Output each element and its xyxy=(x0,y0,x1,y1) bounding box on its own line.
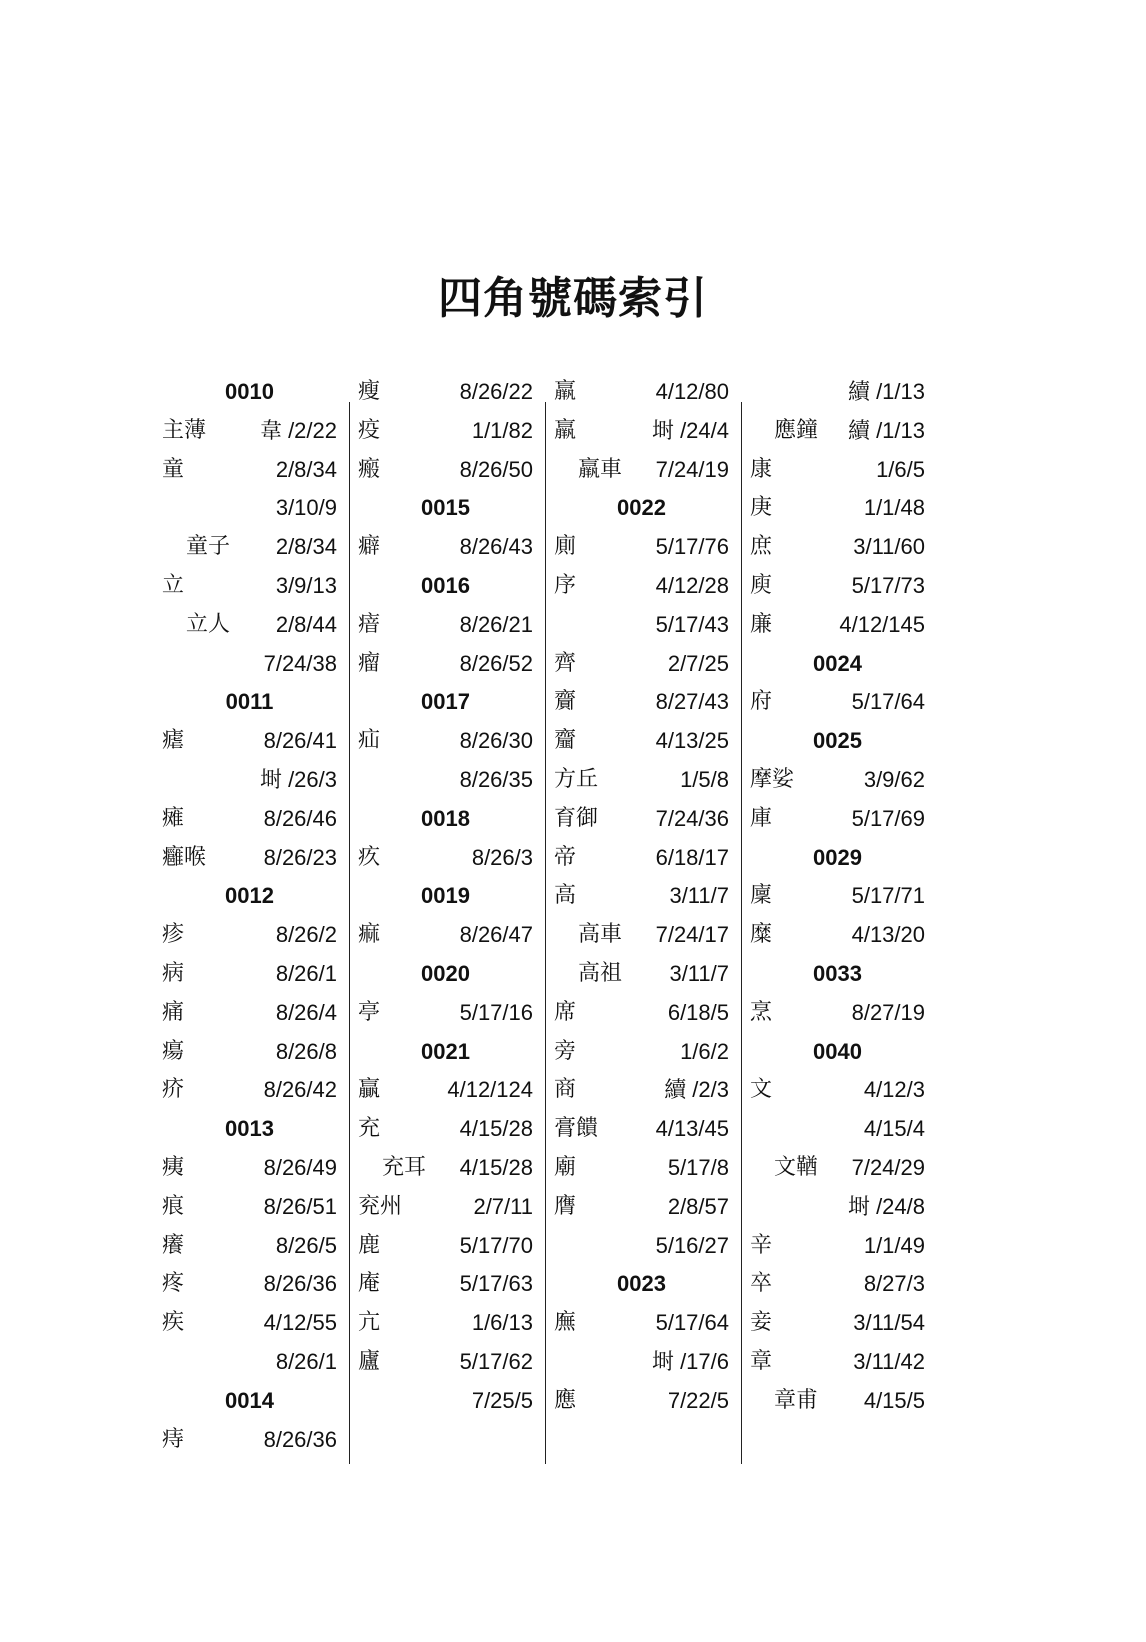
entry-term: 立人 xyxy=(186,611,231,637)
entry-reference: 埘 /17/6 xyxy=(651,1349,729,1374)
entry-term: 烹 xyxy=(750,999,773,1025)
entry-term: 疚 xyxy=(358,844,381,870)
entry-term: 高祖 xyxy=(578,961,623,986)
entry-reference: 1/1/49 xyxy=(863,1232,925,1258)
index-entry xyxy=(358,1345,533,1379)
entry-term: 廟 xyxy=(554,1155,577,1180)
entry-reference: 4/15/4 xyxy=(863,1116,925,1142)
index-entry xyxy=(358,608,533,642)
index-entry xyxy=(750,1073,925,1107)
index-entry xyxy=(554,841,729,875)
index-entry xyxy=(358,763,533,797)
index-entry xyxy=(358,1073,533,1107)
entry-term: 摩娑 xyxy=(750,767,795,792)
entry-reference: 5/17/64 xyxy=(851,689,925,715)
entry-term: 羸 xyxy=(554,417,577,443)
entry-term: 庵 xyxy=(358,1271,381,1297)
index-entry xyxy=(162,763,337,797)
four-corner-code-heading: 0017 xyxy=(421,689,470,715)
entry-term: 亭 xyxy=(358,999,381,1025)
index-entry xyxy=(358,530,533,564)
index-entry xyxy=(162,1306,337,1340)
entry-reference: 7/24/36 xyxy=(655,805,729,831)
four-corner-code-heading: 0018 xyxy=(421,805,470,831)
index-entry xyxy=(358,1267,533,1301)
entry-reference: 5/17/70 xyxy=(459,1232,533,1258)
entry-reference: 8/26/43 xyxy=(459,534,533,560)
entry-term: 高車 xyxy=(578,922,623,948)
index-entry xyxy=(750,763,925,797)
entry-term: 齏 xyxy=(554,728,577,754)
index-entry xyxy=(162,530,337,564)
entry-term: 文鞧 xyxy=(774,1155,819,1180)
entry-reference: 2/7/25 xyxy=(667,650,729,676)
entry-reference: 4/15/5 xyxy=(863,1387,925,1413)
column-divider xyxy=(545,402,546,1464)
entry-reference: 7/25/5 xyxy=(471,1387,533,1413)
entry-reference: 8/26/2 xyxy=(275,922,337,948)
entry-term: 辛 xyxy=(750,1232,773,1258)
entry-term: 庾 xyxy=(750,573,773,598)
index-entry xyxy=(162,1151,337,1185)
entry-reference: 1/1/48 xyxy=(863,495,925,521)
four-corner-code-heading: 0015 xyxy=(421,495,470,521)
entry-term: 瘧 xyxy=(162,728,185,754)
entry-reference: 續 /1/13 xyxy=(847,379,925,404)
column-divider xyxy=(741,402,742,1464)
index-entry xyxy=(162,453,337,487)
index-entry xyxy=(554,414,729,448)
entry-term: 瘤 xyxy=(358,650,381,676)
entry-reference: 續 /1/13 xyxy=(847,417,925,443)
index-entry xyxy=(162,569,337,603)
entry-reference: 8/26/49 xyxy=(263,1155,337,1180)
index-entry xyxy=(554,1306,729,1340)
index-entry xyxy=(162,724,337,758)
entry-reference: 5/17/64 xyxy=(655,1310,729,1336)
index-entry xyxy=(554,763,729,797)
entry-term: 兖州 xyxy=(358,1193,403,1219)
entry-reference: 8/26/30 xyxy=(459,728,533,754)
entry-term: 旁 xyxy=(554,1038,577,1064)
entry-term: 應 xyxy=(554,1387,577,1413)
four-corner-code-heading: 0025 xyxy=(813,728,862,754)
entry-reference: 8/26/41 xyxy=(263,728,337,754)
entry-term: 癖 xyxy=(358,534,381,560)
index-entry xyxy=(554,608,729,642)
entry-term: 文 xyxy=(750,1077,773,1103)
entry-reference: 6/18/5 xyxy=(667,999,729,1025)
index-entry xyxy=(750,1112,925,1146)
index-entry xyxy=(554,1035,729,1069)
four-corner-code-heading: 0033 xyxy=(813,961,862,986)
entry-term: 瘖 xyxy=(358,611,381,637)
four-corner-code-heading: 0010 xyxy=(225,379,274,404)
index-entry xyxy=(554,1190,729,1224)
entry-reference: 4/12/28 xyxy=(655,573,729,598)
entry-term: 康 xyxy=(750,456,773,482)
index-entry xyxy=(750,1190,925,1224)
index-entry xyxy=(554,996,729,1030)
index-entry xyxy=(750,491,925,525)
entry-term: 痕 xyxy=(162,1193,185,1219)
entry-term: 童 xyxy=(162,456,185,482)
index-entry xyxy=(750,608,925,642)
entry-reference: 1/6/13 xyxy=(471,1310,533,1336)
entry-reference: 4/13/45 xyxy=(655,1116,729,1142)
index-entry xyxy=(750,918,925,952)
entry-term: 帝 xyxy=(554,844,577,870)
entry-term: 病 xyxy=(162,961,185,986)
entry-reference: 2/8/34 xyxy=(275,456,337,482)
entry-term: 瘫 xyxy=(162,805,185,831)
entry-reference: 5/17/69 xyxy=(851,805,925,831)
entry-reference: 2/8/34 xyxy=(275,534,337,560)
index-entry xyxy=(162,802,337,836)
entry-term: 立 xyxy=(162,573,185,598)
index-entry xyxy=(162,1073,337,1107)
entry-reference: 5/17/16 xyxy=(459,999,533,1025)
entry-reference: 2/8/44 xyxy=(275,611,337,637)
four-corner-code-heading: 0012 xyxy=(225,883,274,909)
entry-term: 痲 xyxy=(358,922,381,948)
index-entry xyxy=(750,530,925,564)
index-entry xyxy=(162,647,337,681)
entry-term: 疾 xyxy=(162,1310,185,1336)
entry-reference: 4/13/20 xyxy=(851,922,925,948)
index-entry xyxy=(554,453,729,487)
entry-reference: 1/6/5 xyxy=(876,456,925,482)
index-entry xyxy=(162,491,337,525)
index-entry xyxy=(358,1229,533,1263)
entry-reference: 8/27/43 xyxy=(655,689,729,715)
entry-term: 序 xyxy=(554,573,577,598)
entry-term: 方丘 xyxy=(554,767,599,792)
index-entry xyxy=(750,879,925,913)
index-entry xyxy=(750,1151,925,1185)
index-entry xyxy=(554,957,729,991)
index-entry xyxy=(162,1345,337,1379)
entry-reference: 韋 /2/22 xyxy=(259,417,337,443)
entry-reference: 7/24/29 xyxy=(851,1155,925,1180)
four-corner-code-heading: 0019 xyxy=(421,883,470,909)
entry-reference: 7/22/5 xyxy=(667,1387,729,1413)
entry-term: 充耳 xyxy=(382,1155,427,1180)
entry-reference: 8/26/50 xyxy=(459,456,533,482)
entry-reference: 2/7/11 xyxy=(473,1193,533,1219)
entry-reference: 1/1/82 xyxy=(471,417,533,443)
index-entry xyxy=(162,918,337,952)
entry-term: 商 xyxy=(554,1077,577,1103)
index-entry xyxy=(554,569,729,603)
index-entry xyxy=(358,918,533,952)
entry-reference: 3/10/9 xyxy=(275,495,337,521)
index-entry xyxy=(162,1190,337,1224)
index-entry xyxy=(750,996,925,1030)
index-entry xyxy=(162,996,337,1030)
entry-reference: 8/26/42 xyxy=(263,1077,337,1103)
entry-term: 疝 xyxy=(358,728,381,754)
column-divider xyxy=(349,402,350,1464)
entry-reference: 5/17/71 xyxy=(851,883,925,909)
entry-term: 應鐘 xyxy=(774,417,819,443)
four-corner-code-heading: 0013 xyxy=(225,1116,274,1142)
entry-term: 主薄 xyxy=(162,417,207,443)
entry-reference: 8/26/21 xyxy=(459,611,533,637)
index-entry xyxy=(750,1306,925,1340)
index-entry xyxy=(554,802,729,836)
index-entry xyxy=(162,1423,337,1457)
index-entry xyxy=(554,918,729,952)
entry-term: 疥 xyxy=(162,1077,185,1103)
entry-reference: 8/26/23 xyxy=(263,844,337,870)
entry-reference: 8/26/52 xyxy=(459,650,533,676)
entry-reference: 4/12/80 xyxy=(655,379,729,404)
entry-term: 妾 xyxy=(750,1310,773,1336)
entry-reference: 3/9/13 xyxy=(275,573,337,598)
entry-reference: 8/26/3 xyxy=(471,844,533,870)
index-entry xyxy=(554,1345,729,1379)
index-entry xyxy=(750,1384,925,1418)
entry-term: 充 xyxy=(358,1116,381,1142)
entry-reference: 埘 /26/3 xyxy=(259,767,337,792)
entry-reference: 7/24/38 xyxy=(263,650,337,676)
entry-reference: 4/15/28 xyxy=(459,1155,533,1180)
four-corner-code-heading: 0021 xyxy=(421,1038,470,1064)
entry-term: 糜 xyxy=(750,922,773,948)
entry-term: 章甫 xyxy=(774,1387,819,1413)
four-corner-code-heading: 0029 xyxy=(813,844,862,870)
entry-reference: 5/17/63 xyxy=(459,1271,533,1297)
entry-term: 痛 xyxy=(162,999,185,1025)
index-entry xyxy=(750,685,925,719)
entry-term: 疫 xyxy=(358,417,381,443)
index-entry xyxy=(162,957,337,991)
entry-term: 席 xyxy=(554,999,577,1025)
four-corner-code-heading: 0016 xyxy=(421,573,470,598)
entry-term: 贏 xyxy=(358,1077,381,1103)
index-entry xyxy=(358,647,533,681)
index-entry xyxy=(162,608,337,642)
entry-term: 膏饋 xyxy=(554,1116,599,1142)
entry-reference: 8/26/36 xyxy=(263,1426,337,1452)
entry-term: 高 xyxy=(554,883,577,909)
index-entry xyxy=(750,802,925,836)
four-corner-code-heading: 0022 xyxy=(617,495,666,521)
index-entry xyxy=(554,685,729,719)
entry-reference: 5/17/62 xyxy=(459,1349,533,1374)
entry-term: 廩 xyxy=(750,883,773,909)
entry-reference: 埘 /24/8 xyxy=(847,1193,925,1219)
index-entry xyxy=(358,1384,533,1418)
entry-term: 癰喉 xyxy=(162,844,207,870)
four-corner-code-heading: 0023 xyxy=(617,1271,666,1297)
entry-term: 疼 xyxy=(162,1271,185,1297)
entry-term: 齎 xyxy=(554,689,577,715)
entry-reference: 6/18/17 xyxy=(655,844,729,870)
index-entry xyxy=(554,1112,729,1146)
four-corner-code-heading: 0024 xyxy=(813,650,862,676)
entry-term: 庚 xyxy=(750,495,773,521)
entry-term: 廉 xyxy=(750,611,773,637)
entry-reference: 8/26/46 xyxy=(263,805,337,831)
index-entry xyxy=(358,724,533,758)
entry-reference: 5/17/43 xyxy=(655,611,729,637)
entry-reference: 5/17/73 xyxy=(851,573,925,598)
four-corner-code-heading: 0020 xyxy=(421,961,470,986)
four-corner-code-heading: 0011 xyxy=(225,689,274,715)
entry-reference: 7/24/17 xyxy=(655,922,729,948)
entry-term: 府 xyxy=(750,689,773,715)
four-corner-code-heading: 0014 xyxy=(225,1387,274,1413)
index-entry xyxy=(358,1112,533,1146)
entry-term: 庫 xyxy=(750,805,773,831)
index-entry xyxy=(750,414,925,448)
entry-term: 廡 xyxy=(554,1310,577,1336)
entry-term: 疹 xyxy=(162,922,185,948)
index-entry xyxy=(358,453,533,487)
index-entry xyxy=(358,414,533,448)
entry-term: 瘦 xyxy=(358,379,381,404)
index-entry xyxy=(750,1267,925,1301)
entry-reference: 埘 /24/4 xyxy=(651,417,729,443)
entry-reference: 5/17/76 xyxy=(655,534,729,560)
entry-reference: 4/12/145 xyxy=(839,611,925,637)
index-entry xyxy=(554,1073,729,1107)
entry-reference: 4/12/124 xyxy=(447,1077,533,1103)
entry-term: 瘢 xyxy=(358,456,381,482)
page-title: 四角號碼索引 xyxy=(438,273,708,324)
index-entry xyxy=(750,1229,925,1263)
index-entry xyxy=(554,1384,729,1418)
index-entry xyxy=(554,375,729,409)
entry-reference: 2/8/57 xyxy=(667,1193,729,1219)
index-entry xyxy=(554,724,729,758)
index-entry xyxy=(750,375,925,409)
index-entry xyxy=(358,841,533,875)
entry-term: 童子 xyxy=(186,534,231,560)
entry-term: 鹿 xyxy=(358,1232,381,1258)
entry-reference: 續 /2/3 xyxy=(664,1077,729,1103)
index-entry xyxy=(358,1151,533,1185)
index-entry xyxy=(162,1267,337,1301)
index-entry xyxy=(554,1151,729,1185)
entry-reference: 3/11/60 xyxy=(853,534,925,560)
index-entry xyxy=(750,453,925,487)
index-entry xyxy=(358,1306,533,1340)
entry-reference: 8/26/35 xyxy=(459,767,533,792)
entry-reference: 4/13/25 xyxy=(655,728,729,754)
entry-term: 癢 xyxy=(162,1232,185,1258)
entry-term: 廬 xyxy=(358,1349,381,1374)
entry-reference: 3/9/62 xyxy=(863,767,925,792)
entry-term: 膺 xyxy=(554,1193,577,1219)
entry-term: 卒 xyxy=(750,1271,773,1297)
index-entry xyxy=(358,1190,533,1224)
entry-reference: 8/26/4 xyxy=(275,999,337,1025)
entry-term: 瘍 xyxy=(162,1038,185,1064)
index-entry xyxy=(162,841,337,875)
index-entry xyxy=(554,879,729,913)
entry-term: 齊 xyxy=(554,650,577,676)
entry-reference: 8/26/5 xyxy=(275,1232,337,1258)
entry-reference: 4/15/28 xyxy=(459,1116,533,1142)
index-entry xyxy=(554,1229,729,1263)
entry-reference: 4/12/55 xyxy=(263,1310,337,1336)
entry-reference: 5/17/8 xyxy=(667,1155,729,1180)
entry-reference: 3/11/42 xyxy=(853,1349,925,1374)
index-entry xyxy=(358,375,533,409)
entry-term: 育御 xyxy=(554,805,599,831)
entry-reference: 3/11/7 xyxy=(669,961,729,986)
entry-reference: 1/6/2 xyxy=(680,1038,729,1064)
entry-reference: 8/26/1 xyxy=(275,1349,337,1374)
index-entry xyxy=(162,414,337,448)
entry-reference: 1/5/8 xyxy=(680,767,729,792)
entry-term: 亢 xyxy=(358,1310,381,1336)
entry-reference: 8/26/8 xyxy=(275,1038,337,1064)
index-entry xyxy=(750,569,925,603)
entry-reference: 3/11/7 xyxy=(669,883,729,909)
entry-reference: 7/24/19 xyxy=(655,456,729,482)
entry-reference: 4/12/3 xyxy=(863,1077,925,1103)
entry-term: 痍 xyxy=(162,1155,185,1180)
entry-reference: 8/26/51 xyxy=(263,1193,337,1219)
entry-reference: 3/11/54 xyxy=(853,1310,925,1336)
entry-reference: 8/27/19 xyxy=(851,999,925,1025)
index-entry xyxy=(162,1229,337,1263)
entry-reference: 8/26/36 xyxy=(263,1271,337,1297)
index-entry xyxy=(554,647,729,681)
index-entry xyxy=(750,1345,925,1379)
index-entry xyxy=(554,530,729,564)
entry-reference: 8/26/47 xyxy=(459,922,533,948)
entry-reference: 8/26/22 xyxy=(459,379,533,404)
entry-term: 廁 xyxy=(554,534,577,560)
entry-reference: 8/27/3 xyxy=(863,1271,925,1297)
index-entry xyxy=(162,1035,337,1069)
entry-reference: 5/16/27 xyxy=(655,1232,729,1258)
entry-term: 章 xyxy=(750,1349,773,1374)
entry-reference: 8/26/1 xyxy=(275,961,337,986)
entry-term: 痔 xyxy=(162,1426,185,1452)
index-entry xyxy=(358,996,533,1030)
four-corner-code-heading: 0040 xyxy=(813,1038,862,1064)
entry-term: 羸 xyxy=(554,379,577,404)
entry-term: 庶 xyxy=(750,534,773,560)
entry-term: 羸車 xyxy=(578,456,623,482)
